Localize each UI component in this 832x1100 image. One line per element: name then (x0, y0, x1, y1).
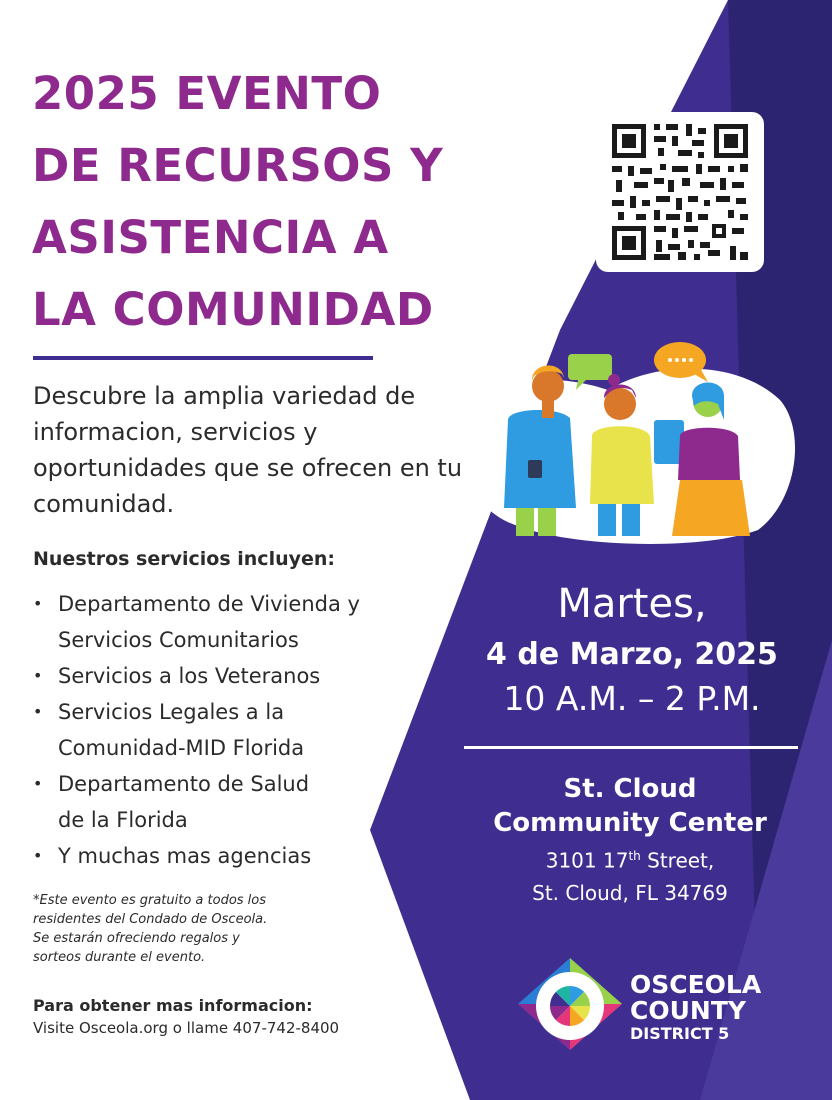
osceola-logo-icon (518, 958, 622, 1052)
service-item (33, 766, 453, 838)
address-street: Street, (640, 848, 715, 873)
title-line-4: LA COMUNIDAD (32, 283, 434, 336)
event-time: 10 A.M. – 2 P.M. (503, 679, 761, 718)
address-ordinal: th (628, 849, 641, 863)
osceola-county-logo (518, 958, 788, 1052)
event-divider (464, 746, 798, 749)
service-line: Departamento de Vivienda y (58, 592, 360, 616)
title-divider (33, 356, 373, 360)
logo-line-1: OSCEOLA (630, 970, 762, 999)
service-line: Y muchas mas agencias (58, 844, 312, 868)
intro-text: Descubre la amplia variedad de informacion, servicios y oportunidades que se ofrecen en tu comunidad. (33, 382, 463, 518)
note-line: Se estarán ofreciendo regalos y (33, 931, 240, 946)
qr-code-graphic (608, 120, 752, 264)
service-item (33, 694, 453, 766)
venue-address-line-1 (452, 840, 808, 877)
venue-address-line-2: St. Cloud, FL 34769 (532, 880, 728, 905)
logo-line-3: DISTRICT 5 (630, 1024, 730, 1043)
note-line: sorteos durante el evento. (33, 950, 206, 965)
address-number: 3101 17 (545, 848, 629, 873)
event-day: Martes, (557, 581, 707, 627)
service-line: de la Florida (58, 808, 188, 832)
contact-heading: Para obtener mas informacion: (33, 996, 313, 1015)
logo-text (630, 972, 761, 1044)
free-event-note (33, 891, 363, 967)
title-line-1: 2025 EVENTO (32, 67, 382, 120)
event-date: 4 de Marzo, 2025 (486, 637, 778, 672)
note-line: residentes del Condado de Osceola. (33, 912, 268, 927)
note-line: *Este evento es gratuito a todos los (33, 893, 267, 908)
service-line: Departamento de Salud (58, 772, 310, 796)
logo-line-2: COUNTY (630, 996, 746, 1025)
service-item (33, 838, 453, 874)
people-chatting-illustration (458, 340, 802, 544)
title-line-3: ASISTENCIA A (32, 211, 389, 264)
event-venue (452, 772, 808, 909)
contact-text: Visite Osceola.org o llame 407-742-8400 (33, 1019, 340, 1037)
title-line-2: DE RECURSOS Y (32, 139, 444, 192)
service-item (33, 658, 453, 694)
venue-name-line-2: Community Center (493, 808, 767, 838)
service-line: Comunidad-MID Florida (58, 736, 305, 760)
event-datetime (452, 576, 812, 720)
qr-code-icon[interactable] (596, 112, 764, 272)
service-line: Servicios Legales a la (58, 700, 285, 724)
service-item (33, 586, 453, 658)
event-title (32, 58, 572, 346)
services-list (33, 586, 453, 874)
services-heading: Nuestros servicios incluyen: (33, 548, 336, 570)
service-line: Servicios Comunitarios (58, 628, 299, 652)
venue-name-line-1: St. Cloud (563, 774, 697, 804)
service-line: Servicios a los Veteranos (58, 664, 321, 688)
